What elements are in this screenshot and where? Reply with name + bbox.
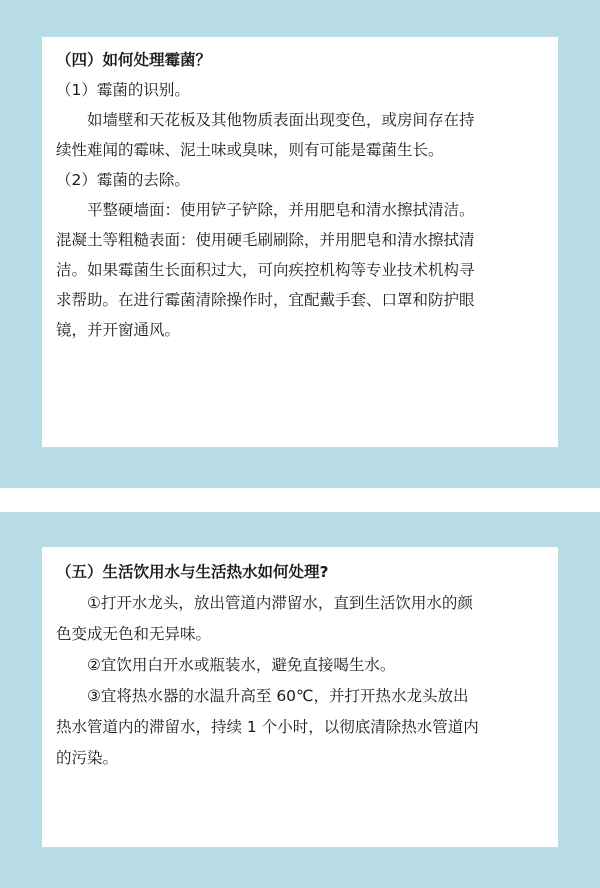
mold-identification-heading: （1）霉菌的识别。: [56, 81, 190, 99]
paragraph-line: 混凝土等粗糙表面：使用硬毛刷刷除，并用肥皂和清水擦拭清: [56, 231, 475, 249]
paragraph-line: 色变成无色和无异味。: [56, 625, 212, 643]
paragraph-line: 热水管道内的滞留水，持续 1 个小时，以彻底清除热水管道内: [56, 718, 479, 736]
paragraph-line: ①打开水龙头，放出管道内滞留水，直到生活饮用水的颜: [87, 594, 473, 612]
mold-section-card: [42, 37, 558, 447]
paragraph-line: 洁。如果霉菌生长面积过大，可向疾控机构等专业技术机构寻: [56, 261, 475, 279]
paragraph-line: ②宜饮用白开水或瓶装水，避免直接喝生水。: [87, 656, 396, 674]
paragraph-line: 续性难闻的霉味、泥土味或臭味，则有可能是霉菌生长。: [56, 141, 444, 159]
paragraph-line: 平整硬墙面：使用铲子铲除，并用肥皂和清水擦拭清洁。: [87, 201, 475, 219]
water-section-card: [42, 547, 558, 847]
paragraph-line: 求帮助。在进行霉菌清除操作时，宜配戴手套、口罩和防护眼: [56, 291, 475, 309]
paragraph-line: 如墙壁和天花板及其他物质表面出现变色，或房间存在持: [87, 111, 475, 129]
mold-removal-heading: （2）霉菌的去除。: [56, 171, 190, 189]
water-section-title: （五）生活饮用水与生活热水如何处理?: [56, 563, 329, 581]
paragraph-line: 镜，并开窗通风。: [56, 321, 181, 339]
mold-section-title: （四）如何处理霉菌？: [56, 51, 212, 69]
paragraph-line: 的污染。: [56, 749, 119, 767]
paragraph-line: ③宜将热水器的水温升高至 60℃，并打开热水龙头放出: [87, 687, 469, 705]
